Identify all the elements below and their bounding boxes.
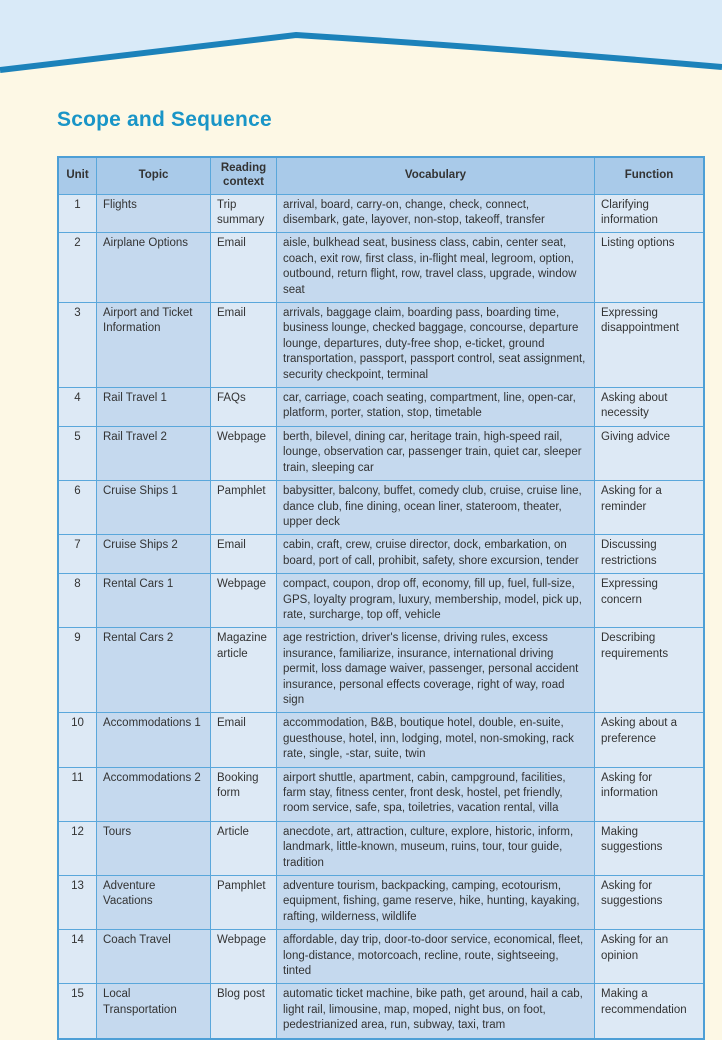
table-row xyxy=(58,481,704,535)
vocabulary-cell: compact, coupon, drop off, economy, fill up, fuel, full-size, GPS, loyalty program, luxury, membership, model, pick up, rate, surcharge, top off, vehicle xyxy=(277,574,595,628)
reading-context-cell: Email xyxy=(211,535,277,574)
reading-context-cell: Webpage xyxy=(211,930,277,984)
reading-context-cell: Webpage xyxy=(211,426,277,480)
function-cell: Asking for suggestions xyxy=(595,876,705,930)
vocabulary-cell: affordable, day trip, door-to-door service, economical, fleet, long-distance, motorcoach, recline, route, sightseeing, tinted xyxy=(277,930,595,984)
vocabulary-header: Vocabulary xyxy=(277,157,595,194)
topic-cell: Accommodations 1 xyxy=(97,713,211,767)
unit-cell: 1 xyxy=(58,194,97,233)
unit-header: Unit xyxy=(58,157,97,194)
table-row xyxy=(58,194,704,233)
reading-context-cell: Booking form xyxy=(211,767,277,821)
roofline-decoration xyxy=(0,0,722,90)
reading-context-header: Reading context xyxy=(211,157,277,194)
function-cell: Describing requirements xyxy=(595,628,705,713)
reading-context-cell: Blog post xyxy=(211,984,277,1039)
function-cell: Listing options xyxy=(595,233,705,303)
function-cell: Giving advice xyxy=(595,426,705,480)
vocabulary-cell: accommodation, B&B, boutique hotel, double, en-suite, guesthouse, hotel, inn, lodging, motel, non-smoking, rack rate, single, -star, suite, twin xyxy=(277,713,595,767)
topic-cell: Tours xyxy=(97,821,211,875)
unit-cell: 12 xyxy=(58,821,97,875)
reading-context-cell: Webpage xyxy=(211,574,277,628)
topic-cell: Rail Travel 2 xyxy=(97,426,211,480)
topic-cell: Flights xyxy=(97,194,211,233)
vocabulary-cell: arrivals, baggage claim, boarding pass, boarding time, business lounge, checked baggage, concourse, departure lounge, departures, duty-free shop, e-ticket, ground transportation, passport, passport control, seat assignment, security checkpoint, terminal xyxy=(277,303,595,388)
topic-cell: Airport and Ticket Information xyxy=(97,303,211,388)
reading-context-cell: Email xyxy=(211,303,277,388)
reading-context-cell: Email xyxy=(211,233,277,303)
reading-context-cell: Pamphlet xyxy=(211,481,277,535)
unit-cell: 3 xyxy=(58,303,97,388)
function-cell: Asking for an opinion xyxy=(595,930,705,984)
unit-cell: 10 xyxy=(58,713,97,767)
function-header: Function xyxy=(595,157,705,194)
function-cell: Asking for a reminder xyxy=(595,481,705,535)
table-header xyxy=(58,157,704,194)
function-cell: Clarifying information xyxy=(595,194,705,233)
unit-cell: 11 xyxy=(58,767,97,821)
vocabulary-cell: car, carriage, coach seating, compartment, line, open-car, platform, porter, station, stop, timetable xyxy=(277,388,595,427)
table-row xyxy=(58,628,704,713)
table-body xyxy=(58,194,704,1039)
topic-cell: Cruise Ships 1 xyxy=(97,481,211,535)
topic-cell: Local Transportation xyxy=(97,984,211,1039)
page-title: Scope and Sequence xyxy=(57,108,272,131)
unit-cell: 14 xyxy=(58,930,97,984)
vocabulary-cell: arrival, board, carry-on, change, check, connect, disembark, gate, layover, non-stop, takeoff, transfer xyxy=(277,194,595,233)
reading-context-cell: Magazine article xyxy=(211,628,277,713)
topic-cell: Adventure Vacations xyxy=(97,876,211,930)
topic-header: Topic xyxy=(97,157,211,194)
function-cell: Expressing concern xyxy=(595,574,705,628)
vocabulary-cell: airport shuttle, apartment, cabin, campground, facilities, farm stay, fitness center, front desk, hostel, pet friendly, room service, safe, spa, toiletries, vacation rental, villa xyxy=(277,767,595,821)
table-row xyxy=(58,984,704,1039)
unit-cell: 13 xyxy=(58,876,97,930)
topic-cell: Rental Cars 1 xyxy=(97,574,211,628)
table-row xyxy=(58,876,704,930)
unit-cell: 6 xyxy=(58,481,97,535)
function-cell: Asking about a preference xyxy=(595,713,705,767)
unit-cell: 7 xyxy=(58,535,97,574)
topic-cell: Airplane Options xyxy=(97,233,211,303)
vocabulary-cell: adventure tourism, backpacking, camping, ecotourism, equipment, fishing, game reserve, hike, hunting, kayaking, rafting, wilderness, wildlife xyxy=(277,876,595,930)
vocabulary-cell: anecdote, art, attraction, culture, explore, historic, inform, landmark, little-known, museum, ruins, tour, tour guide, tradition xyxy=(277,821,595,875)
table-row xyxy=(58,574,704,628)
topic-cell: Coach Travel xyxy=(97,930,211,984)
reading-context-cell: Pamphlet xyxy=(211,876,277,930)
reading-context-cell: Trip summary xyxy=(211,194,277,233)
topic-cell: Cruise Ships 2 xyxy=(97,535,211,574)
reading-context-cell: Article xyxy=(211,821,277,875)
function-cell: Asking about necessity xyxy=(595,388,705,427)
table-row xyxy=(58,388,704,427)
topic-cell: Accommodations 2 xyxy=(97,767,211,821)
unit-cell: 5 xyxy=(58,426,97,480)
unit-cell: 8 xyxy=(58,574,97,628)
function-cell: Discussing restrictions xyxy=(595,535,705,574)
table-row xyxy=(58,303,704,388)
reading-context-cell: FAQs xyxy=(211,388,277,427)
vocabulary-cell: automatic ticket machine, bike path, get around, hail a cab, light rail, limousine, map, moped, night bus, on foot, pedestrianized area, run, subway, taxi, tram xyxy=(277,984,595,1039)
table-header-row xyxy=(58,157,704,194)
table-row xyxy=(58,767,704,821)
function-cell: Making a recommendation xyxy=(595,984,705,1039)
table-row xyxy=(58,233,704,303)
vocabulary-cell: babysitter, balcony, buffet, comedy club, cruise, cruise line, dance club, fine dining, ocean liner, stateroom, theater, upper deck xyxy=(277,481,595,535)
table-row xyxy=(58,426,704,480)
unit-cell: 9 xyxy=(58,628,97,713)
unit-cell: 15 xyxy=(58,984,97,1039)
table-row xyxy=(58,930,704,984)
vocabulary-cell: berth, bilevel, dining car, heritage train, high-speed rail, lounge, observation car, passenger train, quiet car, sleeper train, sleeping car xyxy=(277,426,595,480)
table-row xyxy=(58,713,704,767)
vocabulary-cell: aisle, bulkhead seat, business class, cabin, center seat, coach, exit row, first class, in-flight meal, legroom, option, outbound, return flight, row, travel class, upgrade, window seat xyxy=(277,233,595,303)
table-row xyxy=(58,821,704,875)
function-cell: Asking for information xyxy=(595,767,705,821)
topic-cell: Rail Travel 1 xyxy=(97,388,211,427)
unit-cell: 2 xyxy=(58,233,97,303)
unit-cell: 4 xyxy=(58,388,97,427)
scope-sequence-table xyxy=(57,156,705,1040)
function-cell: Expressing disappointment xyxy=(595,303,705,388)
function-cell: Making suggestions xyxy=(595,821,705,875)
vocabulary-cell: cabin, craft, crew, cruise director, dock, embarkation, on board, port of call, prohibit, safety, shore excursion, tender xyxy=(277,535,595,574)
reading-context-cell: Email xyxy=(211,713,277,767)
topic-cell: Rental Cars 2 xyxy=(97,628,211,713)
vocabulary-cell: age restriction, driver's license, driving rules, excess insurance, familiarize, insurance, international driving permit, loss damage waiver, passenger, personal accident insurance, personal effects coverage, right of way, road sign xyxy=(277,628,595,713)
table-row xyxy=(58,535,704,574)
